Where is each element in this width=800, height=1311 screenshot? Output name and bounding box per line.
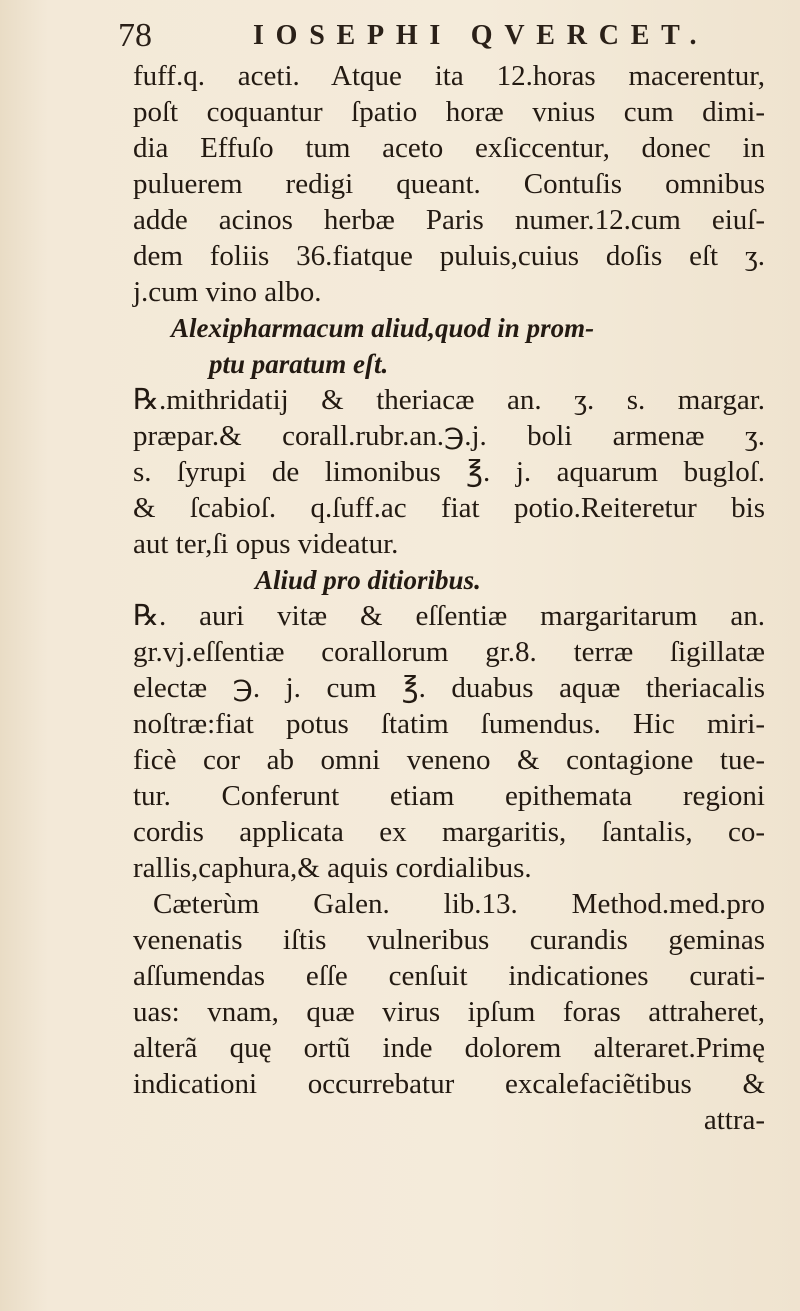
page-text [133, 58, 765, 1138]
text-line: dem foliis 36.fiatque puluis,cuius doſis eſt ʒ. [133, 240, 765, 272]
text-line: uas: vnam, quæ virus ipſum foras attraheret, [133, 996, 765, 1028]
text-line: fuff.q. aceti. Atque ita 12.horas macerentur, [133, 60, 765, 92]
catchword: attra- [703, 1104, 765, 1136]
text-line: j.cum vino albo. [133, 276, 322, 308]
running-head: IOSEPHI QVERCET. [253, 20, 709, 51]
page-header [118, 14, 758, 58]
text-line: aut ter,ſi opus videatur. [133, 528, 399, 560]
text-line: venenatis iſtis vulneribus curandis geminas [133, 924, 765, 956]
text-line: tur. Conferunt etiam epithemata regioni [133, 780, 765, 812]
text-line: ℞. auri vitæ & eſſentiæ margaritarum an. [133, 600, 765, 632]
text-line: gr.vj.eſſentiæ corallorum gr.8. terræ ſigillatæ [133, 636, 765, 668]
section-heading: Alexipharmacum aliud,quod in prom- [171, 313, 595, 343]
text-line: præpar.& corall.rubr.an.℈.j. boli armenæ ʒ. [133, 420, 765, 452]
text-line: electæ ℈. j. cum ℥. duabus aquæ theriacalis [133, 672, 765, 704]
section-heading: ptu paratum eſt. [209, 349, 389, 379]
text-line: adde acinos herbæ Paris numer.12.cum eiuſ- [133, 204, 765, 236]
text-line: Cæterùm Galen. lib.13. Method.med.pro [153, 888, 765, 920]
text-line: & ſcabioſ. q.ſuff.ac fiat potio.Reiteretur bis [133, 492, 765, 524]
text-line: noſtræ:fiat potus ſtatim ſumendus. Hic miri- [133, 708, 765, 740]
text-line: poſt coquantur ſpatio horæ vnius cum dimi- [133, 96, 765, 128]
text-line: cordis applicata ex margaritis, ſantalis, co- [133, 816, 765, 848]
text-line: dia Effuſo tum aceto exſiccentur, donec in [133, 132, 765, 164]
text-line: aſſumendas eſſe cenſuit indicationes curati- [133, 960, 765, 992]
page-number: 78 [118, 17, 152, 54]
section-heading: Aliud pro ditioribus. [255, 565, 481, 595]
text-line: ℞.mithridatij & theriacæ an. ʒ. s. margar. [133, 384, 765, 416]
text-line: puluerem redigi queant. Contuſis omnibus [133, 168, 765, 200]
text-line: s. ſyrupi de limonibus ℥. j. aquarum bugloſ. [133, 456, 765, 488]
text-line: rallis,caphura,& aquis cordialibus. [133, 852, 532, 884]
text-line: indicationi occurrebatur excalefaciẽtibus & [133, 1068, 765, 1100]
text-line: alterã quę ortũ inde dolorem alteraret.Primę [133, 1032, 765, 1064]
text-line: ficè cor ab omni veneno & contagione tue- [133, 744, 765, 776]
